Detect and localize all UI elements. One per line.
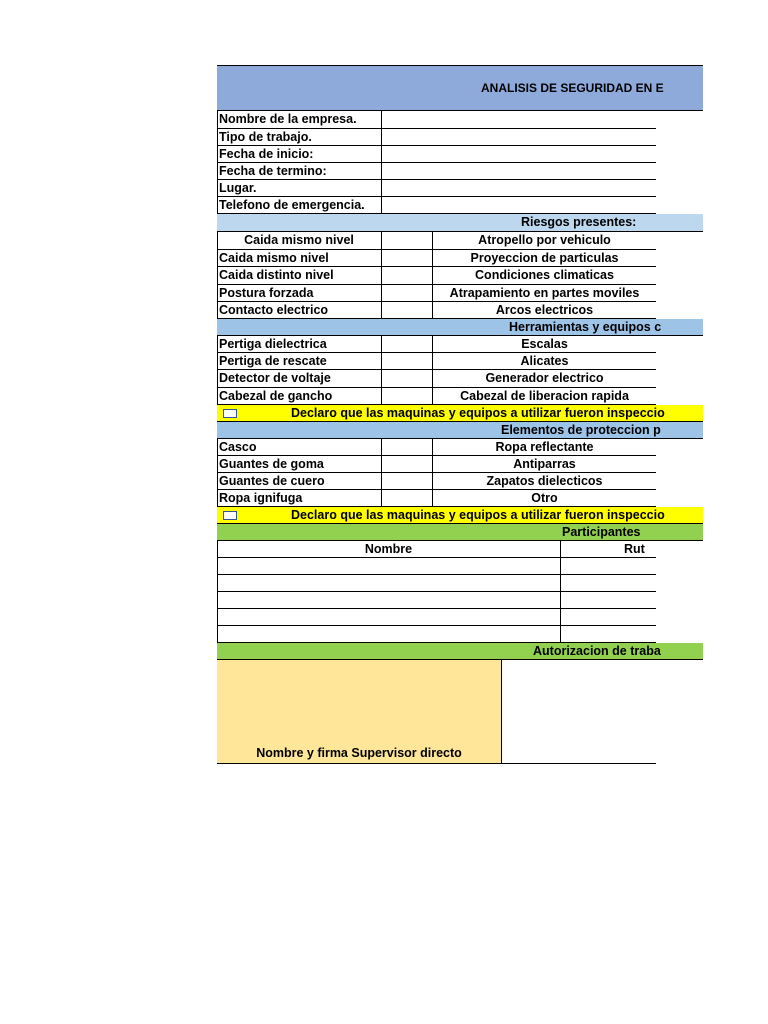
info-value-field[interactable] — [382, 197, 656, 213]
participante-rut-field[interactable] — [561, 592, 656, 608]
supervisor-signature-box[interactable] — [217, 660, 502, 763]
participante-row — [217, 558, 656, 575]
participante-rut-field[interactable] — [561, 558, 656, 574]
info-section — [217, 111, 703, 214]
herramientas-item-right: Alicates — [433, 353, 656, 369]
info-label: Telefono de emergencia. — [217, 197, 382, 213]
herramientas-check-left[interactable] — [382, 370, 433, 387]
herramientas-item-left: Pertiga de rescate — [217, 353, 382, 369]
riesgos-item-right: Proyeccion de particulas — [433, 250, 656, 266]
info-value-field[interactable] — [382, 129, 656, 145]
herramientas-header: Herramientas y equipos c — [509, 320, 662, 334]
participantes-header-row — [217, 524, 703, 541]
herramientas-row — [217, 353, 656, 370]
proteccion-item-left: Casco — [217, 439, 382, 455]
info-row — [217, 197, 656, 214]
autorizacion-header-row — [217, 643, 703, 660]
riesgos-item-left: Caida mismo nivel — [217, 232, 382, 249]
declaro-row-1 — [217, 405, 703, 422]
proteccion-item-right: Ropa reflectante — [433, 439, 656, 455]
proteccion-row — [217, 439, 656, 456]
riesgos-item-left: Caida mismo nivel — [217, 250, 382, 266]
form-sheet — [217, 65, 703, 764]
proteccion-check-left[interactable] — [382, 439, 433, 455]
info-row — [217, 146, 656, 163]
proteccion-row — [217, 490, 656, 507]
riesgos-row — [217, 302, 656, 319]
riesgos-item-left: Contacto electrico — [217, 302, 382, 318]
declaro-checkbox-2[interactable] — [223, 511, 237, 520]
info-row — [217, 163, 656, 180]
proteccion-row — [217, 456, 656, 473]
participante-row — [217, 592, 656, 609]
supervisor-row — [217, 660, 656, 764]
riesgos-item-left: Caida distinto nivel — [217, 267, 382, 284]
info-value-field[interactable] — [382, 111, 656, 128]
proteccion-item-right: Zapatos dielecticos — [433, 473, 656, 489]
proteccion-item-left: Guantes de cuero — [217, 473, 382, 489]
herramientas-section — [217, 336, 703, 405]
info-value-field[interactable] — [382, 180, 656, 196]
info-label: Nombre de la empresa. — [217, 111, 382, 128]
herramientas-item-right: Cabezal de liberacion rapida — [433, 388, 656, 404]
riesgos-row — [217, 250, 656, 267]
info-label: Tipo de trabajo. — [217, 129, 382, 145]
riesgos-check-left[interactable] — [382, 250, 433, 266]
riesgos-section — [217, 232, 703, 319]
riesgos-row — [217, 232, 656, 250]
declaro-checkbox-1[interactable] — [223, 409, 237, 418]
proteccion-row — [217, 473, 656, 490]
info-row — [217, 129, 656, 146]
proteccion-item-left: Ropa ignifuga — [217, 490, 382, 506]
declaro-text-1: Declaro que las maquinas y equipos a utilizar fueron inspeccio — [291, 406, 665, 420]
info-label: Fecha de termino: — [217, 163, 382, 179]
riesgos-item-left: Postura forzada — [217, 285, 382, 301]
info-value-field[interactable] — [382, 146, 656, 162]
autorizacion-header: Autorizacion de traba — [533, 644, 661, 658]
info-label: Lugar. — [217, 180, 382, 196]
info-value-field[interactable] — [382, 163, 656, 179]
herramientas-item-right: Escalas — [433, 336, 656, 352]
info-label: Fecha de inicio: — [217, 146, 382, 162]
riesgos-item-right: Condiciones climaticas — [433, 267, 656, 284]
herramientas-row — [217, 388, 656, 405]
herramientas-check-left[interactable] — [382, 353, 433, 369]
riesgos-check-left[interactable] — [382, 232, 433, 249]
participante-rut-field[interactable] — [561, 575, 656, 591]
col-nombre-header: Nombre — [217, 541, 561, 557]
riesgos-check-left[interactable] — [382, 267, 433, 284]
riesgos-row — [217, 267, 656, 285]
herramientas-item-right: Generador electrico — [433, 370, 656, 387]
herramientas-row — [217, 336, 656, 353]
herramientas-header-row — [217, 319, 703, 336]
proteccion-section — [217, 439, 703, 507]
participantes-section — [217, 558, 703, 643]
declaro-row-2 — [217, 507, 703, 524]
supervisor-label: Nombre y firma Supervisor directo — [256, 746, 462, 760]
proteccion-check-left[interactable] — [382, 490, 433, 506]
participantes-header: Participantes — [562, 525, 641, 539]
herramientas-check-left[interactable] — [382, 336, 433, 352]
herramientas-check-left[interactable] — [382, 388, 433, 404]
participante-nombre-field[interactable] — [217, 558, 561, 574]
proteccion-header: Elementos de proteccion p — [501, 423, 661, 437]
col-rut-header: Rut — [624, 542, 645, 556]
participante-row — [217, 575, 656, 592]
riesgos-item-right: Arcos electricos — [433, 302, 656, 318]
herramientas-item-left: Cabezal de gancho — [217, 388, 382, 404]
riesgos-item-right: Atrapamiento en partes moviles — [433, 285, 656, 301]
declaro-text-2: Declaro que las maquinas y equipos a utilizar fueron inspeccio — [291, 508, 665, 522]
herramientas-item-left: Pertiga dielectrica — [217, 336, 382, 352]
proteccion-item-left: Guantes de goma — [217, 456, 382, 472]
participante-nombre-field[interactable] — [217, 575, 561, 591]
participante-row — [217, 626, 656, 643]
riesgos-check-left[interactable] — [382, 302, 433, 318]
proteccion-check-left[interactable] — [382, 456, 433, 472]
title-row — [217, 65, 703, 111]
riesgos-row — [217, 285, 656, 302]
participante-nombre-field[interactable] — [217, 609, 561, 625]
proteccion-check-left[interactable] — [382, 473, 433, 489]
info-row — [217, 111, 656, 129]
proteccion-item-right: Otro — [433, 490, 656, 506]
participante-row — [217, 609, 656, 626]
participantes-columns-row — [217, 541, 656, 558]
riesgos-item-right: Atropello por vehiculo — [433, 232, 656, 249]
herramientas-row — [217, 370, 656, 388]
herramientas-item-left: Detector de voltaje — [217, 370, 382, 387]
riesgos-check-left[interactable] — [382, 285, 433, 301]
riesgos-header: Riesgos presentes: — [521, 215, 637, 229]
participante-nombre-field[interactable] — [217, 626, 561, 642]
participante-rut-field[interactable] — [561, 609, 656, 625]
riesgos-header-row — [217, 214, 703, 232]
proteccion-header-row — [217, 422, 703, 439]
page-title: ANALISIS DE SEGURIDAD EN E — [481, 81, 664, 95]
info-row — [217, 180, 656, 197]
proteccion-item-right: Antiparras — [433, 456, 656, 472]
participante-rut-field[interactable] — [561, 626, 656, 642]
participante-nombre-field[interactable] — [217, 592, 561, 608]
